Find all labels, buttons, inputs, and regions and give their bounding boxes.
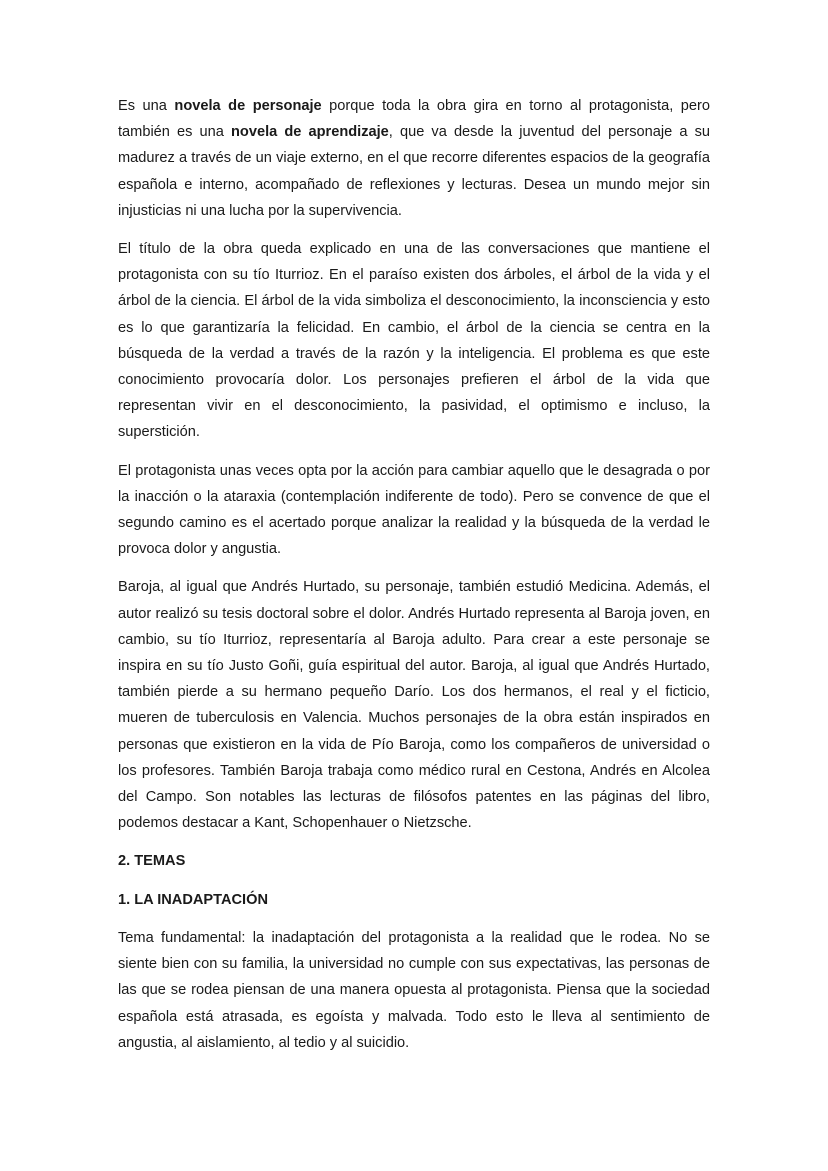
paragraph-novel-type — [118, 93, 710, 224]
section-heading-temas: 2. TEMAS — [118, 853, 186, 870]
text-run: , que va desde la juventud del personaje a su madurez a través de un viaje externo, en el que recorre diferentes espacios de la geografía española e interno, acompañado de reflexiones y lecturas. Desea un mundo mejor sin injusticias ni una lucha por la supervivencia. — [118, 124, 710, 219]
paragraph-protagonist-choice: El protagonista unas veces opta por la acción para cambiar aquello que le desagrada o por la inacción o la ataraxia (contemplación indiferente de todo). Pero se convence de que el segundo camino es el acertado porque analizar la realidad y la búsqueda de la verdad le provoca dolor y angustia. — [118, 462, 710, 558]
subsection-heading-inadaptacion: 1. LA INADAPTACIÓN — [118, 891, 268, 908]
bold-term-novela-de-personaje: novela de personaje — [174, 98, 322, 114]
paragraph-autobiographical: Baroja, al igual que Andrés Hurtado, su personaje, también estudió Medicina. Además, el autor realizó su tesis doctoral sobre el dolor. Andrés Hurtado representa al Baroja joven, en cambio, su tío Iturrioz, representaría al Baroja adulto. Para crear a este personaje se inspira en su tío Justo Goñi, guía espiritual del autor. Baroja, al igual que Andrés Hurtado, también pierde a su hermano pequeño Darío. Los dos hermanos, el real y el ficticio, mueren de tuberculosis en Valencia. Muchos personajes de la obra están inspirados en personas que existieron en la vida de Pío Baroja, como los compañeros de universidad o los profesores. También Baroja trabaja como médico rural en Cestona, Andrés en Alcolea del Campo. Son notables las lecturas de filósofos patentes en las páginas del libro, podemos destacar a Kant, Schopenhauer o Nietzsche. — [118, 579, 710, 832]
bold-term-novela-de-aprendizaje: novela de aprendizaje — [231, 124, 389, 141]
text-run: porque toda la obra gira en torno al protagonista, pero también es una — [118, 98, 710, 141]
paragraph-title-explanation: El título de la obra queda explicado en una de las conversaciones que mantiene el protagonista con su tío Iturrioz. En el paraíso existen dos árboles, el árbol de la vida y el árbol de la ciencia. El árbol de la vida simboliza el desconocimiento, la inconsciencia y esto es lo que garantizaría la felicidad. En cambio, el árbol de la ciencia se centra en la búsqueda de la verdad a través de la razón y la inteligencia. El problema es que este conocimiento provocaría dolor. Los personajes prefieren el árbol de la vida que representan vivir en el desconocimiento, la pasividad, el optimismo e incluso, la superstición. — [118, 241, 710, 441]
document-page — [118, 93, 710, 1068]
text-run: Es una — [118, 98, 175, 114]
paragraph-inadaptation: Tema fundamental: la inadaptación del protagonista a la realidad que le rodea. No se siente bien con su familia, la universidad no cumple con sus expectativas, las personas de las que se rodea piensan de una manera opuesta al protagonista. Piensa que la sociedad española está atrasada, es egoísta y malvada. Todo esto le lleva al sentimiento de angustia, al aislamiento, al tedio y al suicidio. — [118, 929, 710, 1051]
